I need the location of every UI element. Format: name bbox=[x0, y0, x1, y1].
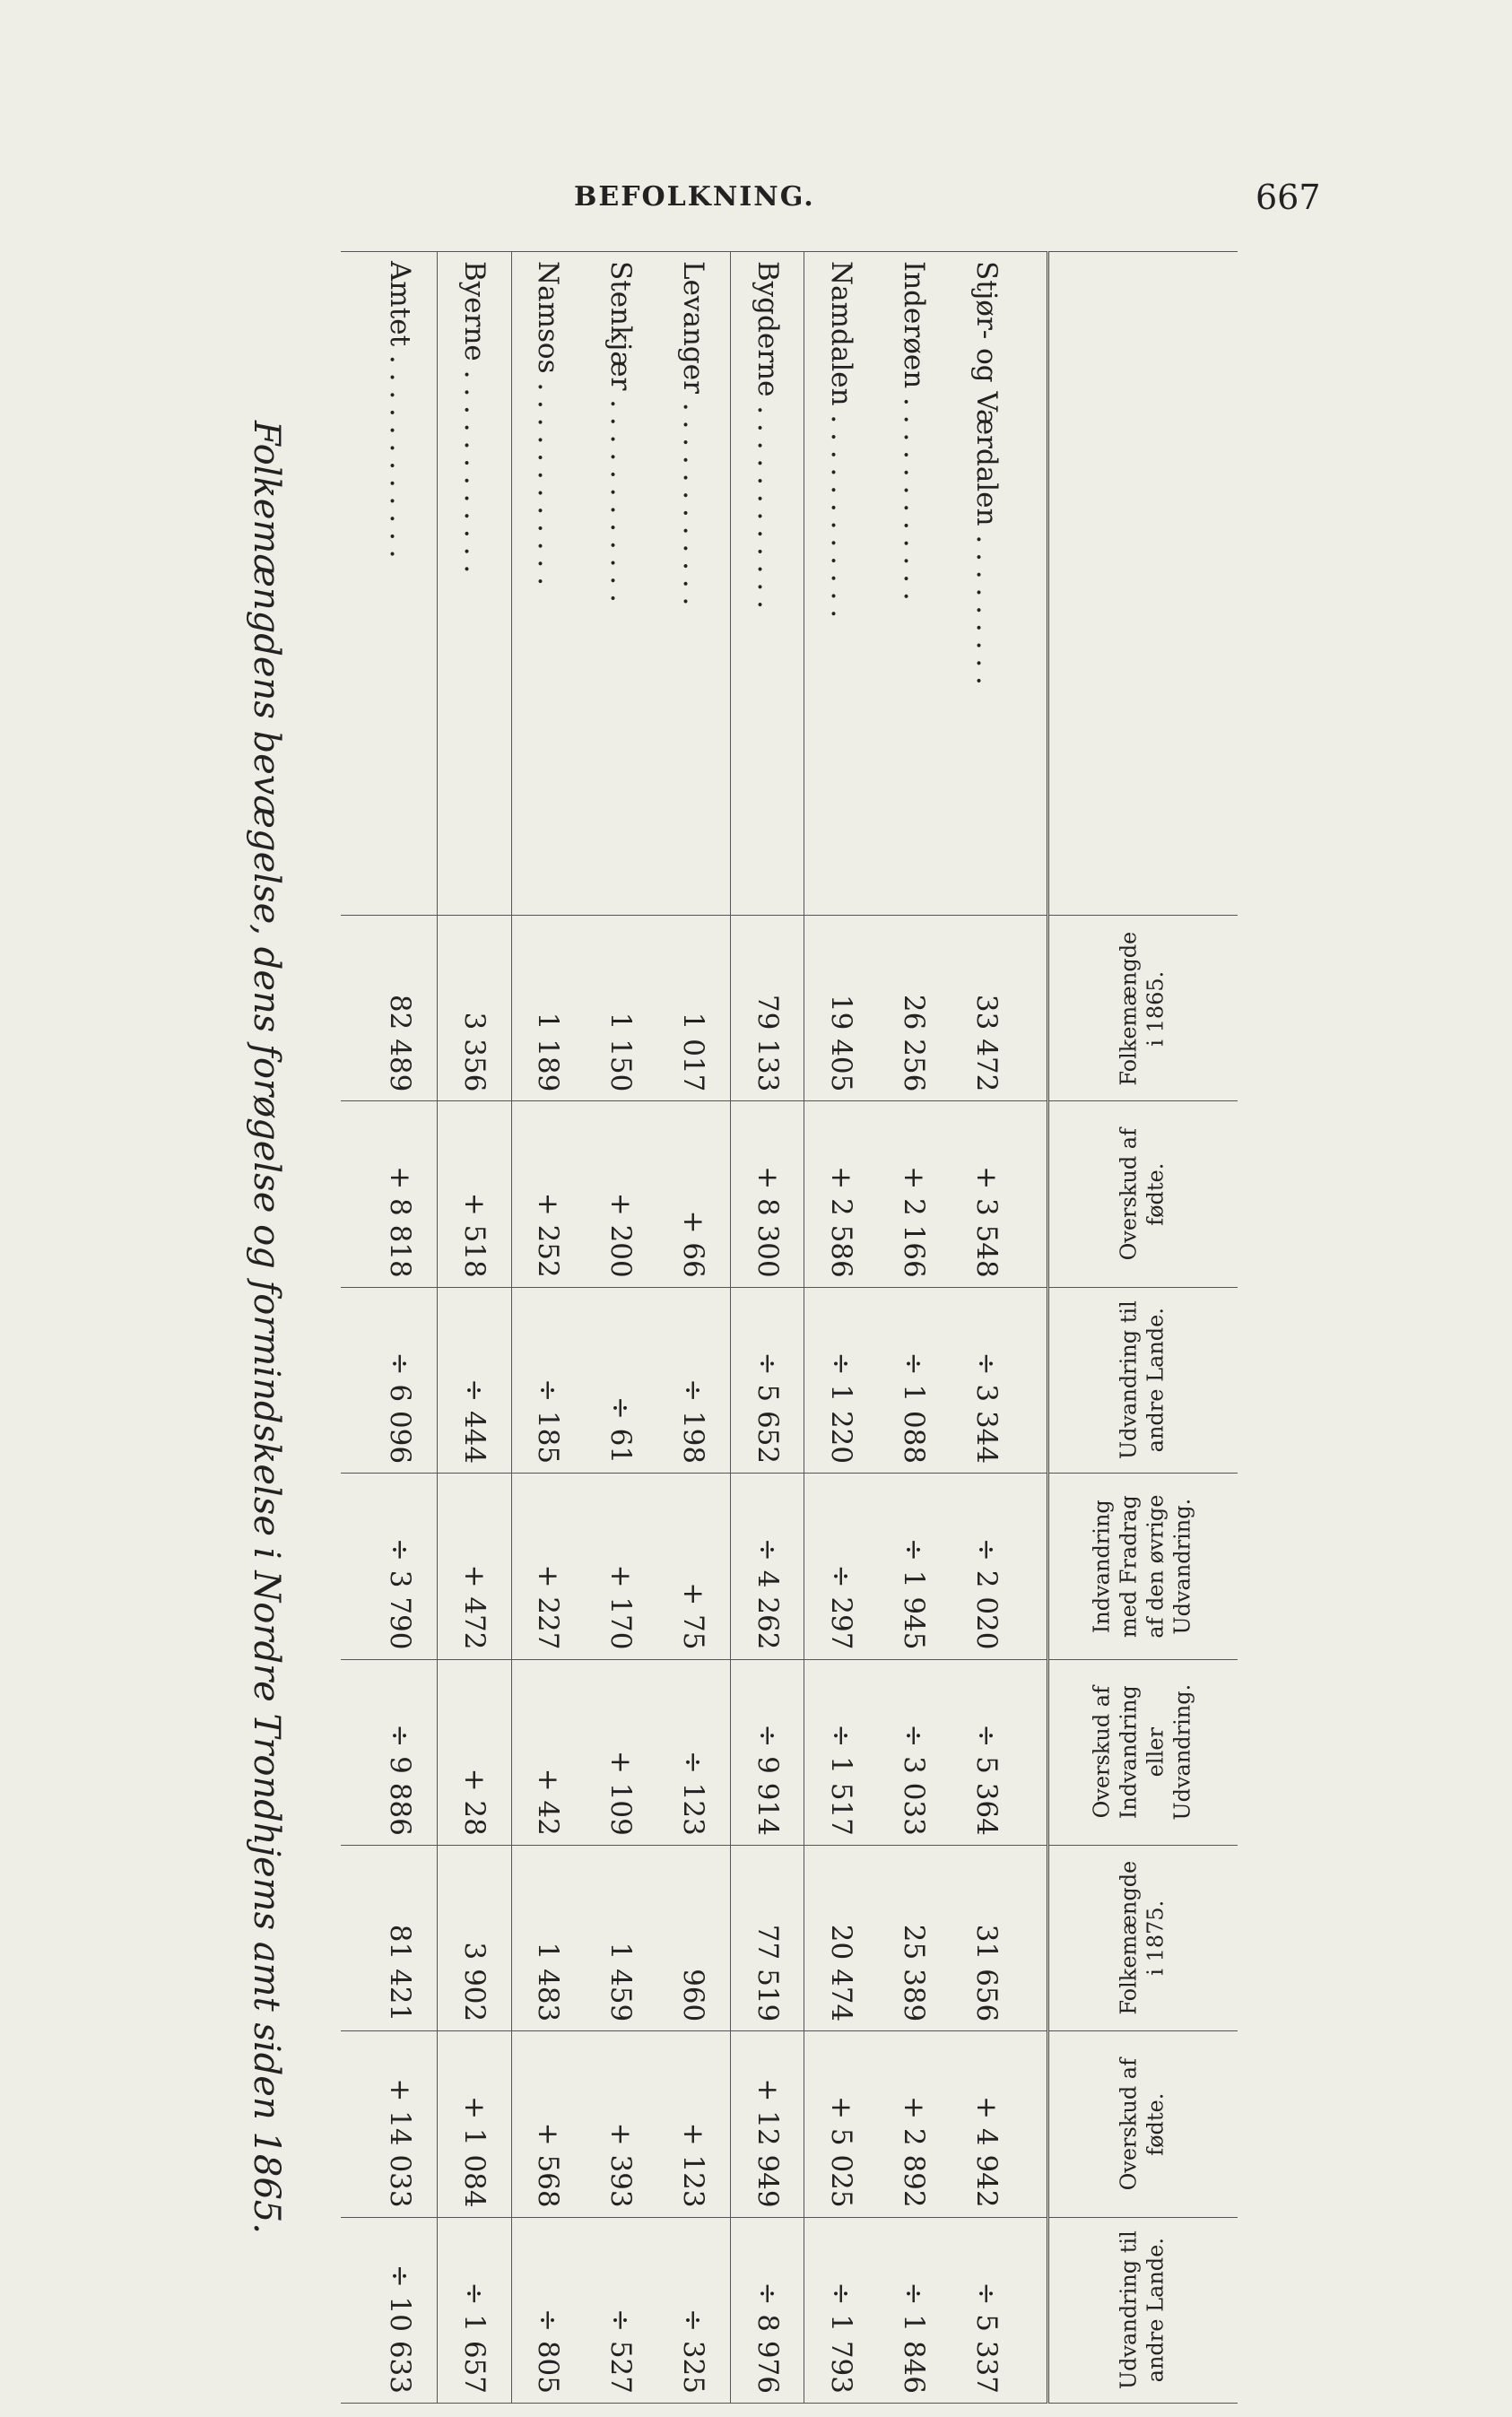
table-cell: 79 133 bbox=[730, 916, 804, 1101]
table-cell: ÷ 3 344 bbox=[950, 1287, 1022, 1473]
table-cell: 1 459 bbox=[585, 1845, 657, 2030]
table-cell: + 518 bbox=[437, 1101, 511, 1287]
table-cell: ÷ 9 914 bbox=[730, 1659, 804, 1845]
table-subtotal-row bbox=[730, 252, 804, 2404]
table-cell: + 2 892 bbox=[878, 2031, 951, 2217]
table-row bbox=[804, 252, 878, 2404]
table-cell: 81 421 bbox=[364, 1845, 438, 2030]
population-table bbox=[341, 251, 1238, 2404]
table-cell: + 8 300 bbox=[730, 1101, 804, 1287]
table-cell: ÷ 3 033 bbox=[878, 1659, 951, 1845]
table-cell: ÷ 8 976 bbox=[730, 2217, 804, 2403]
row-label: Byerne . . . . . . . . . . . . bbox=[437, 252, 511, 916]
table-cell: ÷ 297 bbox=[804, 1474, 878, 1659]
table-cell: + 1 084 bbox=[437, 2031, 511, 2217]
table-cell: ÷ 2 020 bbox=[950, 1474, 1022, 1659]
table-cell: + 227 bbox=[511, 1474, 585, 1659]
page-header-title: BEFOLKNING. bbox=[574, 181, 815, 213]
table-cell: 1 483 bbox=[511, 1845, 585, 2030]
table-cell: ÷ 1 220 bbox=[804, 1287, 878, 1473]
table-cell: ÷ 6 096 bbox=[364, 1287, 438, 1473]
table-cell: + 568 bbox=[511, 2031, 585, 2217]
table-cell: ÷ 1 793 bbox=[804, 2217, 878, 2403]
table-cell: ÷ 444 bbox=[437, 1287, 511, 1473]
column-header: Overskud af fødte. bbox=[1048, 1101, 1238, 1287]
table-cell: ÷ 5 364 bbox=[950, 1659, 1022, 1845]
table-cell: + 8 818 bbox=[364, 1101, 438, 1287]
column-header: Udvandring til andre Lande. bbox=[1048, 2217, 1238, 2403]
table-cell: 3 902 bbox=[437, 1845, 511, 2030]
table-row bbox=[511, 252, 585, 2404]
table-row bbox=[657, 252, 731, 2404]
table-cell: ÷ 527 bbox=[585, 2217, 657, 2403]
table-cell: + 14 033 bbox=[364, 2031, 438, 2217]
column-header: Udvandring til andre Lande. bbox=[1048, 1287, 1238, 1473]
table-cell: + 2 166 bbox=[878, 1101, 951, 1287]
table-cell: 77 519 bbox=[730, 1845, 804, 2030]
row-label: Amtet . . . . . . . . . . . . bbox=[364, 252, 438, 916]
table-cell: + 393 bbox=[585, 2031, 657, 2217]
row-label: Stjør- og Værdalen . . . . . . . . . bbox=[950, 252, 1022, 916]
table-cell: + 3 548 bbox=[950, 1101, 1022, 1287]
row-label: Namdalen . . . . . . . . . . . . bbox=[804, 252, 878, 916]
table-subtotal-row bbox=[437, 252, 511, 2404]
table-cell: 25 389 bbox=[878, 1845, 951, 2030]
table-cell: ÷ 325 bbox=[657, 2217, 731, 2403]
table-total-row bbox=[364, 252, 438, 2404]
table-cell: ÷ 198 bbox=[657, 1287, 731, 1473]
row-label: Namsos . . . . . . . . . . . . bbox=[511, 252, 585, 916]
table-cell: ÷ 10 633 bbox=[364, 2217, 438, 2403]
table-caption: Folkemængdens bevægelse, dens forøgelse og formindskelse i Nordre Trondhjems amt siden 1865. bbox=[246, 421, 287, 2234]
column-header: Overskud af fødte. bbox=[1048, 2031, 1238, 2217]
table-cell: 960 bbox=[657, 1845, 731, 2030]
row-label: Inderøen . . . . . . . . . . . . bbox=[878, 252, 951, 916]
table-header-row bbox=[1048, 252, 1238, 2404]
table-cell: ÷ 1 657 bbox=[437, 2217, 511, 2403]
table-cell: ÷ 805 bbox=[511, 2217, 585, 2403]
table-cell: ÷ 1 846 bbox=[878, 2217, 951, 2403]
table-cell: + 109 bbox=[585, 1659, 657, 1845]
table-cell: ÷ 9 886 bbox=[364, 1659, 438, 1845]
row-label: Stenkjær . . . . . . . . . . . . bbox=[585, 252, 657, 916]
table-row bbox=[878, 252, 951, 2404]
column-header: Folkemængde i 1865. bbox=[1048, 916, 1238, 1101]
column-header: Indvandring med Fradrag af den øvrige Udvandring. bbox=[1048, 1474, 1238, 1659]
table-cell: ÷ 5 652 bbox=[730, 1287, 804, 1473]
table-cell: + 170 bbox=[585, 1474, 657, 1659]
table-spacer-row bbox=[1022, 252, 1047, 2404]
table-cell: ÷ 185 bbox=[511, 1287, 585, 1473]
row-label: Bygderne . . . . . . . . . . . . bbox=[730, 252, 804, 916]
table-cell: ÷ 61 bbox=[585, 1287, 657, 1473]
table-cell: ÷ 3 790 bbox=[364, 1474, 438, 1659]
table-cell: + 4 942 bbox=[950, 2031, 1022, 2217]
table-cell: 82 489 bbox=[364, 916, 438, 1101]
table-cell: 26 256 bbox=[878, 916, 951, 1101]
table-cell: ÷ 123 bbox=[657, 1659, 731, 1845]
table-row bbox=[950, 252, 1022, 2404]
table-cell: + 472 bbox=[437, 1474, 511, 1659]
table-cell: + 42 bbox=[511, 1659, 585, 1845]
column-header: Overskud af Indvandring eller Udvandring. bbox=[1048, 1659, 1238, 1845]
row-label: Levanger . . . . . . . . . . . . bbox=[657, 252, 731, 916]
table-cell: + 252 bbox=[511, 1101, 585, 1287]
table-spacer-row bbox=[341, 252, 364, 2404]
page-number: 667 bbox=[1256, 178, 1321, 217]
table-cell: 3 356 bbox=[437, 916, 511, 1101]
table-cell: + 2 586 bbox=[804, 1101, 878, 1287]
rotated-table-stage bbox=[215, 251, 1309, 2404]
table-cell: ÷ 1 517 bbox=[804, 1659, 878, 1845]
table-row bbox=[585, 252, 657, 2404]
table-cell: ÷ 5 337 bbox=[950, 2217, 1022, 2403]
table-cell: + 28 bbox=[437, 1659, 511, 1845]
table-cell: + 12 949 bbox=[730, 2031, 804, 2217]
table-cell: 31 656 bbox=[950, 1845, 1022, 2030]
table-cell: ÷ 4 262 bbox=[730, 1474, 804, 1659]
stub-header bbox=[1048, 252, 1238, 916]
table-cell: 20 474 bbox=[804, 1845, 878, 2030]
table-cell: 1 189 bbox=[511, 916, 585, 1101]
table-cell: 19 405 bbox=[804, 916, 878, 1101]
table-cell: + 66 bbox=[657, 1101, 731, 1287]
table-cell: + 123 bbox=[657, 2031, 731, 2217]
column-header: Folkemængde i 1875. bbox=[1048, 1845, 1238, 2030]
table-cell: 1 017 bbox=[657, 916, 731, 1101]
table-cell: 1 150 bbox=[585, 916, 657, 1101]
table-cell: + 200 bbox=[585, 1101, 657, 1287]
table-cell: + 5 025 bbox=[804, 2031, 878, 2217]
table-cell: + 75 bbox=[657, 1474, 731, 1659]
table-cell: 33 472 bbox=[950, 916, 1022, 1101]
table-cell: ÷ 1 088 bbox=[878, 1287, 951, 1473]
table-cell: ÷ 1 945 bbox=[878, 1474, 951, 1659]
